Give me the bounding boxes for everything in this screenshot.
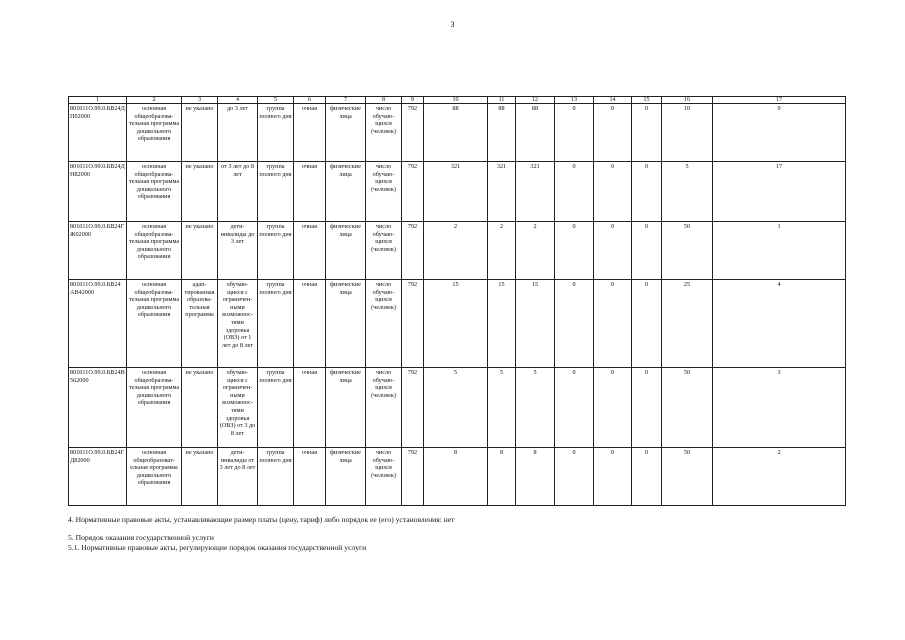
table-cell: 17 [713, 162, 846, 222]
table-cell: 50 [662, 222, 713, 280]
registry-code-cell: 801011О.99.0.БВ24ДН82000 [69, 162, 127, 222]
table-cell: дети-инвалиды до 3 лет [218, 222, 258, 280]
table-cell: 3 [713, 368, 846, 448]
registry-code-cell: 801011О.99.0.БВ24В562000 [69, 368, 127, 448]
table-header-row [69, 97, 846, 104]
table-cell: группа полного дня [258, 448, 294, 506]
table-cell: обучаю-щиеся с ограничен-ными возможнос-тями здоровья (ОВЗ) от 3 до 8 лет [218, 368, 258, 448]
table-cell: 15 [424, 280, 488, 368]
paragraph-4: 4. Нормативные правовые акты, устанавливающие размер платы (цену, тариф) либо порядок ее (его) установления: нет [68, 515, 455, 524]
table-cell: до 3 лет [218, 104, 258, 162]
table-cell: 50 [662, 448, 713, 506]
table-cell: от 3 лет до 8 лет [218, 162, 258, 222]
table-cell: очная [294, 104, 326, 162]
service-indicators-table [68, 96, 846, 506]
column-number: 16 [662, 97, 713, 104]
table-cell: 0 [594, 222, 632, 280]
column-number: 13 [555, 97, 594, 104]
table-cell: не указано [182, 162, 218, 222]
column-number: 14 [594, 97, 632, 104]
table-cell: 15 [488, 280, 516, 368]
column-number: 3 [182, 97, 218, 104]
table-cell: 8 [516, 448, 555, 506]
table-cell: 88 [424, 104, 488, 162]
table-cell: очная [294, 368, 326, 448]
table-cell: 5 [516, 368, 555, 448]
paragraph-5: 5. Порядок оказания государственной услуги [68, 533, 214, 542]
table-cell: 0 [555, 280, 594, 368]
table-cell: 2 [516, 222, 555, 280]
column-number: 4 [218, 97, 258, 104]
table-cell: очная [294, 222, 326, 280]
column-number: 7 [326, 97, 366, 104]
table-cell: 321 [516, 162, 555, 222]
table-cell: обучаю-щиеся с ограничен-ными возможнос-тями здоровья (ОВЗ) от 1 лет до 8 лет [218, 280, 258, 368]
table-cell: физические лица [326, 162, 366, 222]
table-cell: 792 [402, 162, 424, 222]
table-cell: 5 [424, 368, 488, 448]
table-cell: число обучаю-щихся (человек) [366, 368, 402, 448]
table-cell: 50 [662, 368, 713, 448]
table-cell: 0 [555, 448, 594, 506]
table-cell: 0 [594, 104, 632, 162]
column-number: 5 [258, 97, 294, 104]
table-cell: основная общеобразоват-ельная программа дошкольного образования [127, 448, 182, 506]
table-cell: 5 [488, 368, 516, 448]
column-number: 17 [713, 97, 846, 104]
registry-code-cell: 801011О.99.0.БВ24ГЖ02000 [69, 222, 127, 280]
table-cell: 8 [488, 448, 516, 506]
table-cell: 0 [632, 280, 662, 368]
table-cell: 0 [632, 368, 662, 448]
table-cell: число обучаю-щихся (человек) [366, 222, 402, 280]
column-number: 6 [294, 97, 326, 104]
table-row [69, 104, 846, 162]
table-cell: 8 [424, 448, 488, 506]
table-cell: очная [294, 448, 326, 506]
table-row [69, 162, 846, 222]
table-cell: 5 [662, 162, 713, 222]
table-cell: основная общеобразова-тельная программа дошкольного образования [127, 222, 182, 280]
table-cell: 88 [488, 104, 516, 162]
table-cell: 0 [555, 104, 594, 162]
column-number: 9 [402, 97, 424, 104]
table-cell: группа полного дня [258, 368, 294, 448]
column-number: 10 [424, 97, 488, 104]
table-cell: 792 [402, 104, 424, 162]
table-cell: 792 [402, 280, 424, 368]
table-cell: дети-инвалиды от 3 лет до 8 лет [218, 448, 258, 506]
registry-code-cell: 801011О.99.0.БВ24АВ42000 [69, 280, 127, 368]
table-cell: 4 [713, 280, 846, 368]
table-cell: число обучаю-щихся (человек) [366, 448, 402, 506]
table-cell: 0 [555, 368, 594, 448]
table-cell: физические лица [326, 448, 366, 506]
table-cell: основная общеобразова-тельная программа дошкольного образования [127, 162, 182, 222]
table-cell: 10 [662, 104, 713, 162]
table-cell: 2 [424, 222, 488, 280]
table-cell: 0 [555, 222, 594, 280]
table-cell: не указано [182, 368, 218, 448]
table-cell: физические лица [326, 222, 366, 280]
column-number: 2 [127, 97, 182, 104]
table-cell: 1 [713, 222, 846, 280]
registry-code-cell: 801011О.99.0.БВ24ГД82000 [69, 448, 127, 506]
table-cell: 0 [555, 162, 594, 222]
table-cell: очная [294, 162, 326, 222]
table-cell: группа полного дня [258, 162, 294, 222]
table-cell: 88 [516, 104, 555, 162]
table-cell: основная общеобразова-тельная программа дошкольного образования [127, 104, 182, 162]
column-number: 1 [69, 97, 127, 104]
table-cell: число обучаю-щихся (человек) [366, 104, 402, 162]
table-cell: физические лица [326, 104, 366, 162]
table-cell: 0 [594, 448, 632, 506]
table-cell: 0 [594, 280, 632, 368]
table-cell: группа полного дня [258, 104, 294, 162]
table-cell: очная [294, 280, 326, 368]
table-cell: 2 [713, 448, 846, 506]
table-cell: 15 [516, 280, 555, 368]
table-cell: физические лица [326, 368, 366, 448]
table-cell: 0 [632, 104, 662, 162]
table-cell: адап-тированная образова-тельная программа [182, 280, 218, 368]
table-row [69, 280, 846, 368]
table-cell: 2 [488, 222, 516, 280]
table-cell: основная общеобразова-тельная программа дошкольного образования [127, 280, 182, 368]
table-cell: 792 [402, 222, 424, 280]
table-cell: 321 [488, 162, 516, 222]
table-cell: 0 [632, 222, 662, 280]
column-number: 15 [632, 97, 662, 104]
paragraph-5-1: 5.1. Нормативные правовые акты, регулирующие порядок оказания государственной услуги [68, 543, 367, 552]
table-cell: 25 [662, 280, 713, 368]
column-number: 11 [488, 97, 516, 104]
table-cell: не указано [182, 448, 218, 506]
table-cell: физические лица [326, 280, 366, 368]
table-cell: число обучаю-щихся (человек) [366, 162, 402, 222]
table-cell: 9 [713, 104, 846, 162]
table-row [69, 448, 846, 506]
table-cell: 792 [402, 448, 424, 506]
table-cell: 0 [594, 162, 632, 222]
column-number: 12 [516, 97, 555, 104]
table-row [69, 222, 846, 280]
table-cell: не указано [182, 222, 218, 280]
table-cell: основная общеобразова-тельная программа дошкольного образования [127, 368, 182, 448]
table-cell: число обучаю-щихся (человек) [366, 280, 402, 368]
table-row [69, 368, 846, 448]
table-cell: 0 [632, 448, 662, 506]
table-cell: группа полного дня [258, 280, 294, 368]
table-cell: 321 [424, 162, 488, 222]
table-cell: 0 [594, 368, 632, 448]
table-cell: группа полного дня [258, 222, 294, 280]
column-number: 8 [366, 97, 402, 104]
registry-code-cell: 801011О.99.0.БВ24ДП02000 [69, 104, 127, 162]
table-cell: 0 [632, 162, 662, 222]
page-number: 3 [450, 20, 455, 29]
table-cell: не указано [182, 104, 218, 162]
table-cell: 792 [402, 368, 424, 448]
